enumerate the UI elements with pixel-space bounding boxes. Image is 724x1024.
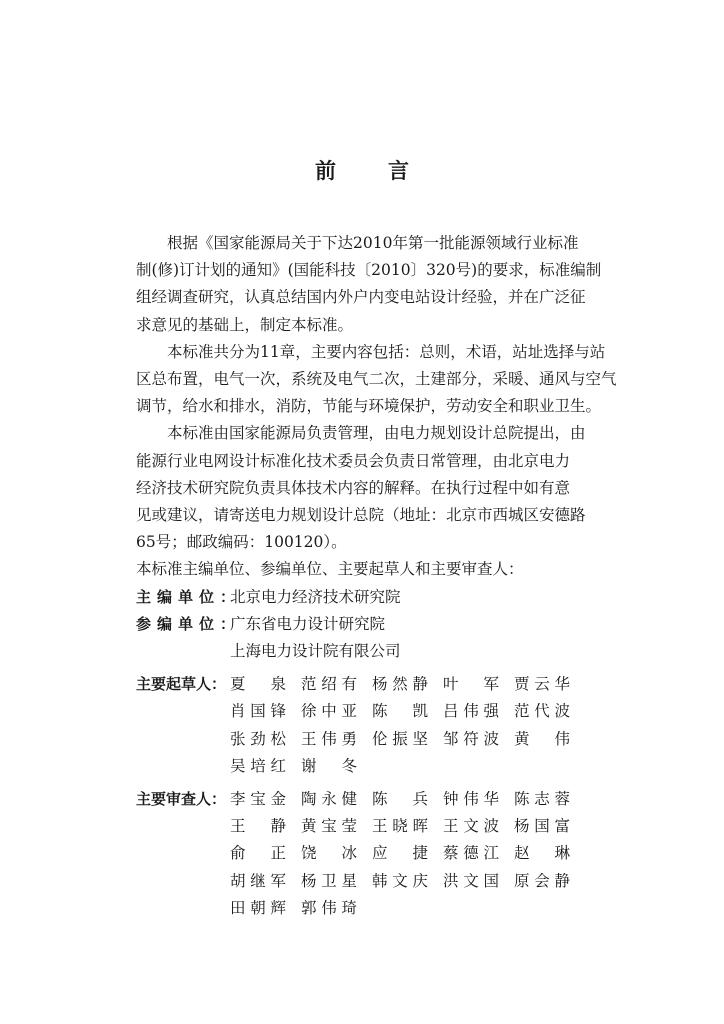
person-name: 原会静 bbox=[514, 871, 570, 890]
paragraph-basis bbox=[136, 230, 602, 339]
reviewers-label: 主要审查人： bbox=[136, 790, 227, 809]
text-line: 见或建议，请寄送电力规划设计总院（地址：北京市西城区安德路 bbox=[136, 506, 586, 525]
person-name: 黄宝莹 bbox=[301, 817, 357, 836]
person-name: 徐中亚 bbox=[301, 702, 357, 721]
participating-units bbox=[230, 611, 578, 665]
person-name: 张劲松 bbox=[230, 729, 286, 748]
person-name: 肖国锋 bbox=[230, 702, 286, 721]
chief-editor-units bbox=[230, 584, 578, 611]
unit-name: 上海电力设计院有限公司 bbox=[230, 642, 401, 661]
paragraph-chapters bbox=[136, 339, 617, 421]
person-name: 郭伟琦 bbox=[301, 898, 357, 917]
person-name: 王伟勇 bbox=[301, 729, 357, 748]
reviewers-row bbox=[136, 786, 578, 922]
chief-editor-label: 主编单位： bbox=[136, 587, 242, 606]
person-name: 贾云华 bbox=[514, 675, 570, 694]
person-name: 杨然静 bbox=[372, 675, 428, 694]
person-name: 陶永健 bbox=[301, 790, 357, 809]
person-name: 王静 bbox=[230, 817, 286, 836]
person-name: 伦振坚 bbox=[372, 729, 428, 748]
person-name: 范代波 bbox=[514, 702, 570, 721]
person-name: 谢冬 bbox=[301, 756, 357, 775]
paragraph-intro-list bbox=[136, 556, 578, 583]
person-name: 吕伟强 bbox=[443, 702, 499, 721]
text-line: 本标准共分为11章，主要内容包括：总则，术语，站址选择与站 bbox=[167, 342, 606, 361]
person-name: 王晓晖 bbox=[372, 817, 428, 836]
participating-row bbox=[136, 611, 578, 665]
text-line: 能源行业电网设计标准化技术委员会负责日常管理，由北京电力 bbox=[136, 451, 571, 470]
text-line: 根据《国家能源局关于下达2010年第一批能源领域行业标准 bbox=[167, 234, 579, 252]
preface-body bbox=[136, 230, 617, 922]
person-name: 杨国富 bbox=[514, 817, 570, 836]
person-name: 蔡德江 bbox=[443, 844, 499, 863]
drafters-label: 主要起草人： bbox=[136, 675, 227, 694]
person-name: 夏泉 bbox=[230, 675, 286, 694]
page-title: 前言 bbox=[315, 159, 461, 183]
participating-label: 参编单位： bbox=[136, 614, 242, 633]
person-name: 邹符波 bbox=[443, 729, 499, 748]
chief-editor-row bbox=[136, 584, 578, 611]
person-name: 李宝金 bbox=[230, 790, 286, 809]
person-name: 陈志蓉 bbox=[514, 790, 570, 809]
person-name: 钟伟华 bbox=[443, 790, 499, 809]
person-name: 韩文庆 bbox=[372, 871, 428, 890]
unit-name: 北京电力经济技术研究院 bbox=[230, 587, 401, 606]
text-line: 调节，给水和排水，消防，节能与环境保护，劳动安全和职业卫生。 bbox=[136, 397, 602, 416]
person-name: 王文波 bbox=[443, 817, 499, 836]
text-line: 本标准主编单位、参编单位、主要起草人和主要审查人： bbox=[136, 560, 524, 579]
person-name: 陈兵 bbox=[372, 790, 428, 809]
text-line: 组经调查研究，认真总结国内外户内变电站设计经验，并在广泛征 bbox=[136, 288, 586, 307]
paragraph-management bbox=[136, 420, 586, 556]
person-name: 吴培红 bbox=[230, 756, 286, 775]
person-name: 俞正 bbox=[230, 844, 286, 863]
text-line: 65号；邮政编码：100120）。 bbox=[136, 533, 347, 552]
text-line: 区总布置，电气一次，系统及电气二次，土建部分，采暖、通风与空气 bbox=[136, 370, 617, 389]
person-name: 范绍有 bbox=[301, 675, 357, 694]
unit-name: 广东省电力设计研究院 bbox=[230, 614, 386, 633]
person-name: 饶冰 bbox=[301, 844, 357, 863]
person-name: 叶军 bbox=[443, 675, 499, 694]
text-line: 制(修)订计划的通知》(国能科技〔2010〕320号)的要求，标准编制 bbox=[136, 261, 602, 280]
text-line: 本标准由国家能源局负责管理，由电力规划设计总院提出，由 bbox=[167, 424, 586, 443]
person-name: 杨卫星 bbox=[301, 871, 357, 890]
person-name: 胡继军 bbox=[230, 871, 286, 890]
person-name: 田朝辉 bbox=[230, 898, 286, 917]
person-name: 黄伟 bbox=[514, 729, 570, 748]
reviewers-names bbox=[230, 786, 585, 922]
person-name: 陈凯 bbox=[372, 702, 428, 721]
person-name: 应捷 bbox=[372, 844, 428, 863]
person-name: 洪文国 bbox=[443, 871, 499, 890]
drafters-row bbox=[136, 671, 578, 780]
drafters-names bbox=[230, 671, 585, 780]
person-name: 赵琳 bbox=[514, 844, 570, 863]
text-line: 经济技术研究院负责具体技术内容的解释。在执行过程中如有意 bbox=[136, 478, 571, 497]
text-line: 求意见的基础上，制定本标准。 bbox=[136, 315, 354, 334]
